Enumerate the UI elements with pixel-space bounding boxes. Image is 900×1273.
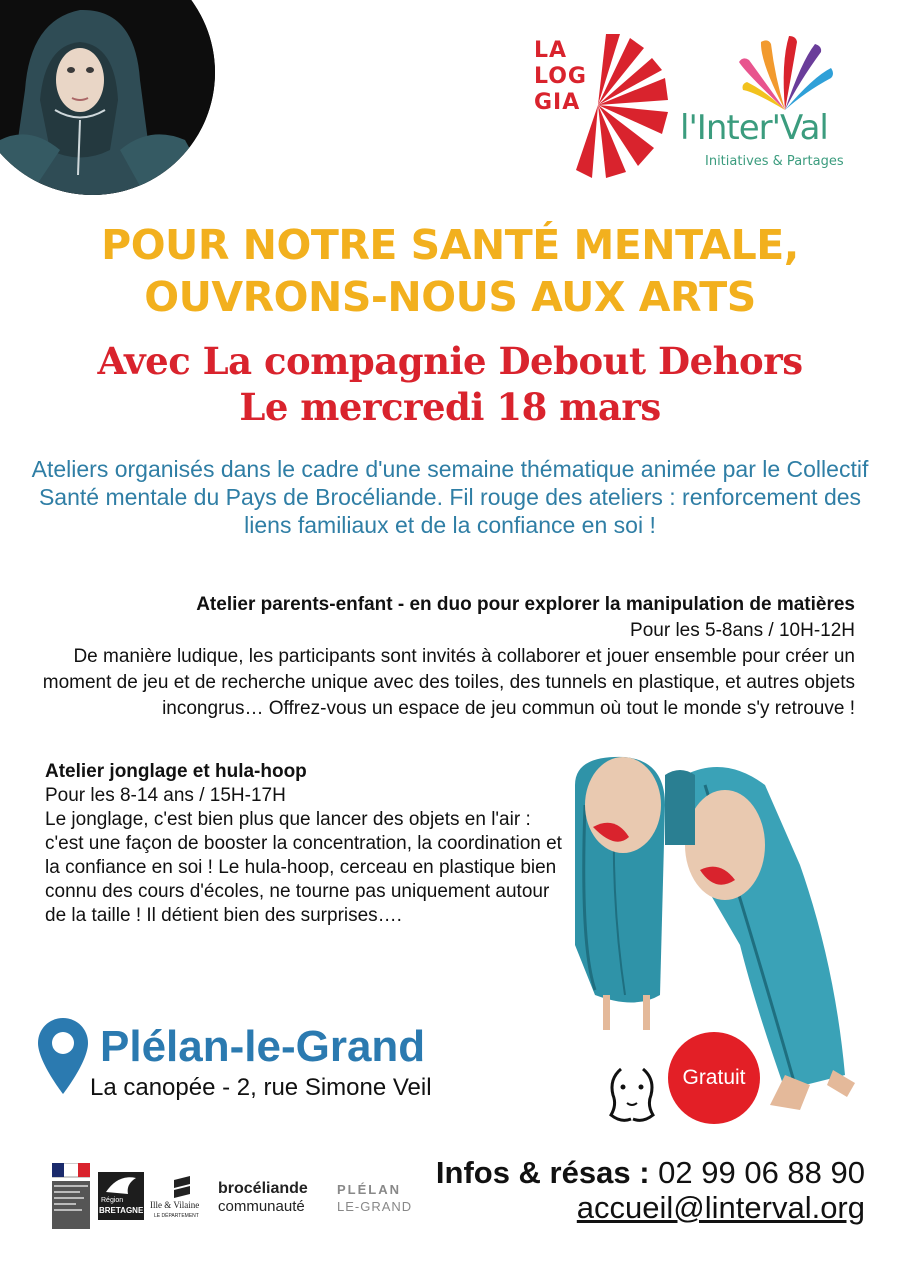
ille-vilaine-sub: LE DÉPARTEMENT	[154, 1213, 199, 1219]
plelan-le-grand-logo	[337, 1182, 417, 1218]
workshop-parents-enfant	[40, 592, 855, 722]
ministere-culture-logo	[52, 1163, 90, 1229]
region-bretagne-logo	[98, 1172, 144, 1220]
hooded-performer-photo	[0, 0, 215, 195]
broceliande-communaute-logo	[218, 1180, 330, 1216]
interval-tagline: Initiatives & Partages	[705, 154, 844, 169]
intro-paragraph: Ateliers organisés dans le cadre d'une semaine thématique animée par le Collectif Santé mentale du Pays de Brocéliande. Fil rouge des ateliers : renforcement des liens familiaux et de la confiance en soi !	[31, 456, 869, 538]
workshop-1-description: De manière ludique, les participants sont invités à collaborer et jouer ensemble pour créer un moment de jeu et de recherche unique avec des toiles, des tunnels en plastique, et autres objets incongrus… Offrez-vous un espace de jeu commun où tout le monde s'y retrouve !	[42, 646, 855, 719]
headline-line-1: POUR NOTRE SANTÉ MENTALE,	[101, 221, 799, 269]
workshop-2-title: Atelier jonglage et hula-hoop	[45, 761, 307, 782]
region-bretagne-label-2: BRETAGNE	[99, 1206, 144, 1215]
logia-line-3: GIA	[534, 90, 581, 115]
workshop-1-title: Atelier parents-enfant - en duo pour explorer la manipulation de matières	[196, 594, 855, 615]
la-logia-wordmark	[534, 38, 604, 116]
contact-phone-line	[420, 1155, 865, 1191]
gratuit-badge: Gratuit	[668, 1032, 760, 1124]
region-bretagne-label-1: Région	[101, 1197, 124, 1204]
masks-faces-icon	[603, 1065, 663, 1125]
contact-label: Infos & résas :	[435, 1155, 650, 1190]
logia-line-2: LOG	[534, 64, 587, 89]
broceliande-label-1: brocéliande	[218, 1180, 308, 1197]
workshop-2-description: Le jonglage, c'est bien plus que lancer des objets en l'air : c'est une façon de booster la concentration, la coordination et la confiance en soi ! Le hula-hoop, cerceau en plastique bien connu des cours d'écoles, ne tourne pas uniquement autour de la taille ! Il détient bien des surprises….	[45, 809, 562, 926]
headline-line-2: OUVRONS-NOUS AUX ARTS	[144, 273, 756, 321]
logia-line-1: LA	[534, 38, 568, 63]
location-pin-icon	[38, 1018, 88, 1094]
interval-wordmark: l'Inter'Val	[680, 108, 828, 148]
workshop-1-schedule: Pour les 5-8ans / 10H-12H	[630, 620, 855, 641]
workshop-2-schedule: Pour les 8-14 ans / 15H-17H	[45, 785, 286, 806]
contact-phone[interactable]: 02 99 06 88 90	[658, 1155, 865, 1190]
ille-vilaine-label: Ille & Vilaine	[150, 1200, 200, 1210]
contact-email-link[interactable]: accueil@linterval.org	[576, 1190, 865, 1225]
location-address: La canopée - 2, rue Simone Veil	[90, 1074, 432, 1101]
plelan-label-2: LE-GRAND	[337, 1199, 413, 1214]
interval-flower-icon	[735, 32, 835, 112]
company-line: Avec La compagnie Debout Dehors	[97, 339, 803, 383]
broceliande-label-2: communauté	[218, 1198, 305, 1215]
location-city: Plélan-le-Grand	[100, 1022, 426, 1071]
date-line: Le mercredi 18 mars	[239, 385, 661, 429]
ille-vilaine-logo	[150, 1176, 214, 1224]
plelan-label-1: PLÉLAN	[337, 1182, 401, 1197]
workshop-jonglage	[45, 760, 565, 928]
